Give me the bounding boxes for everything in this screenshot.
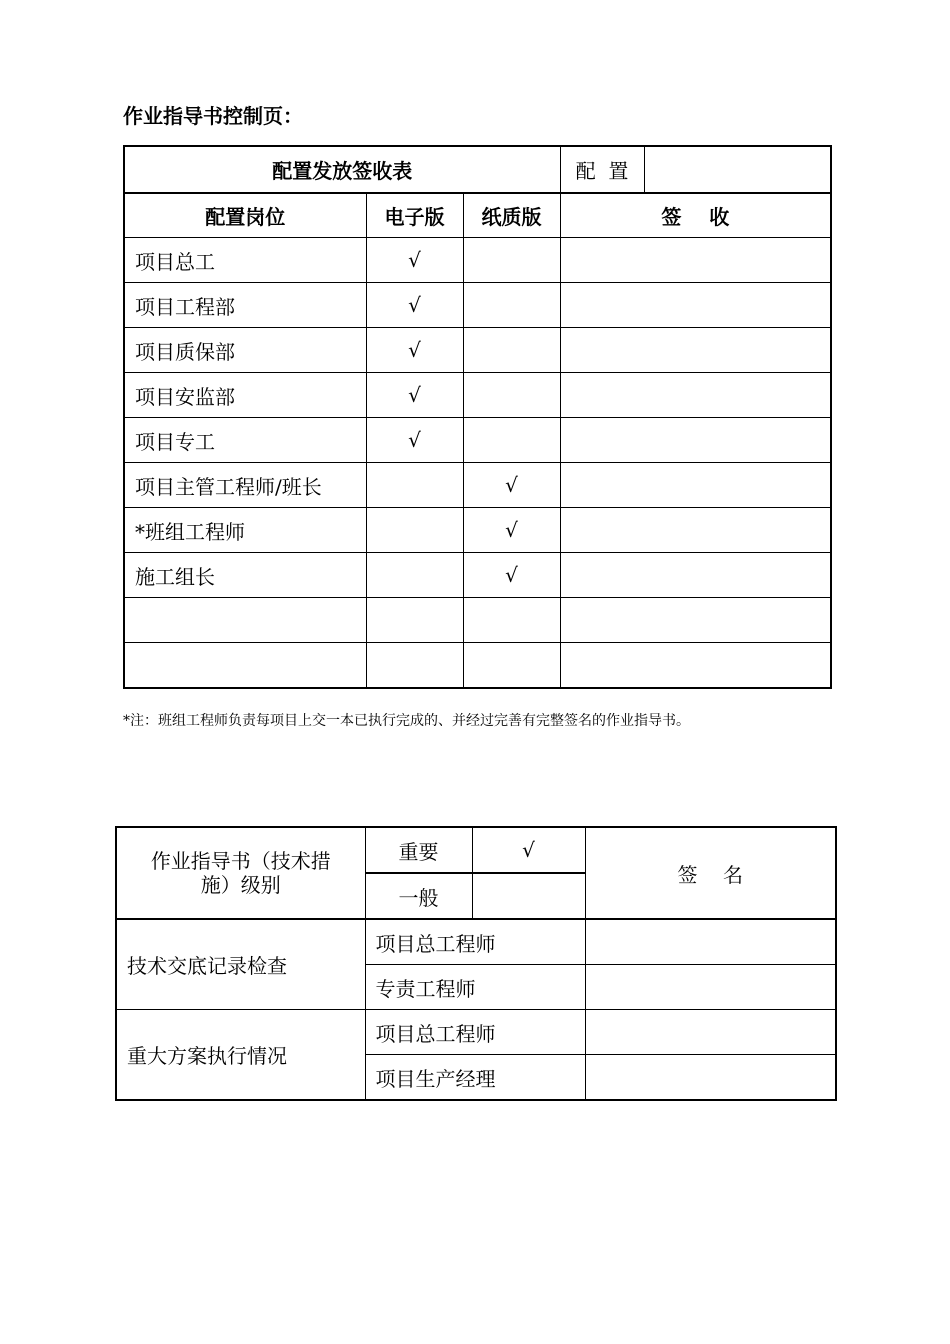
- section-row: [116, 1010, 836, 1055]
- electronic-check[interactable]: √: [366, 418, 463, 463]
- paper-check[interactable]: [463, 283, 560, 328]
- level-general-check[interactable]: [472, 873, 585, 919]
- paper-check[interactable]: [463, 238, 560, 283]
- section-role: 项目总工程师: [365, 1010, 585, 1055]
- section-row: [116, 919, 836, 965]
- table-row: [124, 598, 831, 643]
- section-sign[interactable]: [585, 1010, 836, 1055]
- paper-check[interactable]: √: [463, 553, 560, 598]
- electronic-check[interactable]: √: [366, 328, 463, 373]
- sign-cell[interactable]: [560, 328, 831, 373]
- role-cell[interactable]: [124, 598, 366, 643]
- page-title: 作业指导书控制页：: [123, 104, 303, 128]
- section-sign[interactable]: [585, 919, 836, 965]
- distribution-title-row: [124, 146, 831, 193]
- table-row: [124, 508, 831, 553]
- electronic-check[interactable]: [366, 598, 463, 643]
- sign-cell[interactable]: [560, 508, 831, 553]
- distribution-title: 配置发放签收表: [124, 146, 560, 193]
- footnote: *注：班组工程师负责每项目上交一本已执行完成的、并经过完善有完整签名的作业指导书。: [123, 713, 690, 729]
- paper-check[interactable]: [463, 328, 560, 373]
- table-row: [124, 463, 831, 508]
- role-cell: 项目总工: [124, 238, 366, 283]
- section-role: 专责工程师: [365, 965, 585, 1010]
- electronic-check[interactable]: √: [366, 283, 463, 328]
- electronic-check[interactable]: √: [366, 238, 463, 283]
- level-label: 作业指导书（技术措施）级别: [116, 827, 365, 919]
- sign-cell[interactable]: [560, 598, 831, 643]
- section-role: 项目生产经理: [365, 1055, 585, 1101]
- header-role: 配置岗位: [124, 193, 366, 238]
- role-cell: 项目工程部: [124, 283, 366, 328]
- electronic-check[interactable]: [366, 508, 463, 553]
- electronic-check[interactable]: [366, 643, 463, 689]
- role-cell: 项目主管工程师/班长: [124, 463, 366, 508]
- section-sign[interactable]: [585, 965, 836, 1010]
- config-label: 配 置: [560, 146, 644, 193]
- sign-cell[interactable]: [560, 418, 831, 463]
- distribution-table: [123, 145, 832, 689]
- role-cell: 项目安监部: [124, 373, 366, 418]
- electronic-check[interactable]: [366, 553, 463, 598]
- sign-cell[interactable]: [560, 643, 831, 689]
- role-cell: 施工组长: [124, 553, 366, 598]
- header-sign: 签 收: [560, 193, 831, 238]
- table-row: [124, 373, 831, 418]
- table-row: [124, 553, 831, 598]
- electronic-check[interactable]: √: [366, 373, 463, 418]
- sign-cell[interactable]: [560, 238, 831, 283]
- paper-check[interactable]: [463, 643, 560, 689]
- section-label: 技术交底记录检查: [116, 919, 365, 1010]
- header-electronic: 电子版: [366, 193, 463, 238]
- role-cell: 项目质保部: [124, 328, 366, 373]
- header-paper: 纸质版: [463, 193, 560, 238]
- electronic-check[interactable]: [366, 463, 463, 508]
- level-important-label: 重要: [365, 827, 472, 873]
- section-label: 重大方案执行情况: [116, 1010, 365, 1101]
- sign-header: 签 名: [585, 827, 836, 919]
- table-row: [124, 643, 831, 689]
- role-cell[interactable]: [124, 643, 366, 689]
- table-row: [124, 238, 831, 283]
- role-cell: 项目专工: [124, 418, 366, 463]
- sign-cell[interactable]: [560, 463, 831, 508]
- level-important-check[interactable]: √: [472, 827, 585, 873]
- role-cell: *班组工程师: [124, 508, 366, 553]
- sign-cell[interactable]: [560, 283, 831, 328]
- paper-check[interactable]: [463, 373, 560, 418]
- level-row-important: [116, 827, 836, 873]
- paper-check[interactable]: [463, 598, 560, 643]
- paper-check[interactable]: √: [463, 463, 560, 508]
- sign-cell[interactable]: [560, 373, 831, 418]
- paper-check[interactable]: √: [463, 508, 560, 553]
- section-sign[interactable]: [585, 1055, 836, 1101]
- section-role: 项目总工程师: [365, 919, 585, 965]
- paper-check[interactable]: [463, 418, 560, 463]
- table-row: [124, 418, 831, 463]
- level-general-label: 一般: [365, 873, 472, 919]
- distribution-header-row: [124, 193, 831, 238]
- level-table: [115, 826, 837, 1101]
- sign-cell[interactable]: [560, 553, 831, 598]
- table-row: [124, 328, 831, 373]
- config-value[interactable]: [644, 146, 831, 193]
- table-row: [124, 283, 831, 328]
